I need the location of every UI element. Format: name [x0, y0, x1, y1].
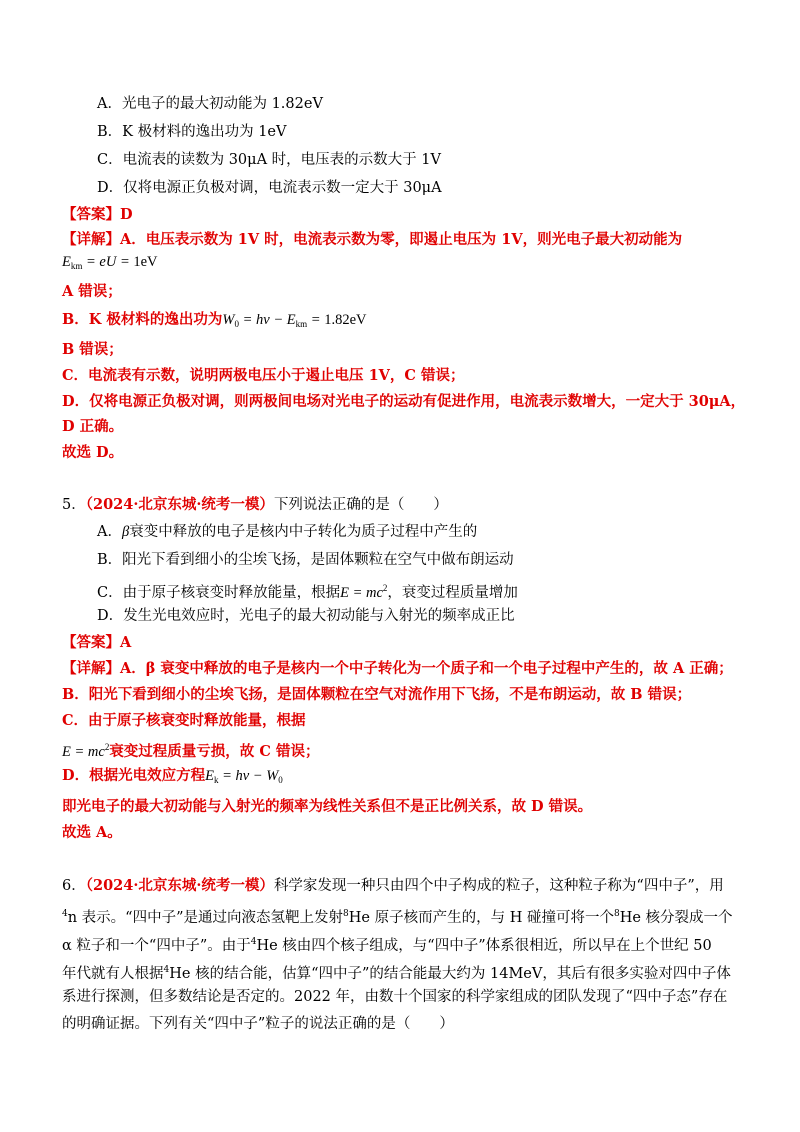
q6-sup-8b: 8 — [613, 909, 620, 919]
q5-option-a — [97, 522, 477, 542]
q5-option-d: D．发生光电效应时，光电子的最大初动能与入射光的频率成正比 — [97, 608, 515, 624]
q6-line1-text: 科学家发现一种只由四个中子构成的粒子，这种粒子称为“四中子”，用 — [273, 878, 724, 894]
q5-detail-text-5: D．根据光电效应方程 — [62, 767, 206, 784]
q4-option-c: C．电流表的读数为 30μA 时，电压表的示数大于 1V — [97, 152, 441, 168]
q6-line2 — [62, 904, 733, 928]
q5-detail-line6: 即光电子的最大初动能与入射光的频率为线性关系但不是正比例关系，故 D 错误。 — [62, 798, 593, 815]
q4-option-b: B．K 极材料的逸出功为 1eV — [97, 124, 287, 140]
q5-detail-line4 — [62, 737, 319, 762]
q4-detail-line5: C．电流表有示数，说明两极电压小于遏止电压 1V，C 错误； — [62, 367, 465, 384]
q5-option-c — [97, 578, 518, 603]
q4-answer-label: 【答案】 — [62, 206, 120, 223]
q4-detail-text-1: A．电压表示数为 1V 时，电流表示数为零，即遏止电压为 1V，则光电子最大初动能为 — [120, 231, 683, 248]
q4-detail-line6: D．仅将电源正负极对调，则两极间电场对光电子的运动有促进作用，电流表示数增大，一定大于 30μA， — [62, 393, 746, 410]
q6-line3-a: α 粒子和一个“四中子”。由于 — [62, 938, 251, 954]
q5-source: （2024·北京东城·统考一模） — [85, 496, 274, 513]
q4-eq-ekm: $E_{km}$ = eU = 1eV — [62, 254, 158, 271]
q4-detail-label: 【详解】 — [62, 231, 120, 248]
q6-line4-a: 年代就有人根据 — [62, 966, 164, 982]
q5-detail-line3: C．由于原子核衰变时释放能量，根据 — [62, 712, 306, 729]
q6-line2-a: n 表示。“四中子”是通过向液态氢靶上发射 — [67, 910, 344, 926]
q5-option-c-eq: $E = mc^2$ — [340, 583, 388, 601]
q5-detail-line5 — [62, 766, 283, 790]
q6-line3 — [62, 932, 712, 956]
q4-detail-line7: D 正确。 — [62, 418, 124, 435]
q4-option-a: A．光电子的最大初动能为 1.82eV — [97, 96, 323, 112]
q5-option-a-text: 衰变中释放的电子是核内中子转化为质子过程中产生的 — [129, 524, 478, 540]
q4-equation-ekm — [62, 252, 158, 276]
q4-detail-line2: A 错误； — [62, 283, 122, 300]
q5-answer-label: 【答案】 — [62, 634, 120, 651]
q4-detail-line8: 故选 D。 — [62, 444, 124, 461]
q5-stem-text: 下列说法正确的是（ ） — [273, 497, 448, 513]
q5-detail-eq-photoelectric: $E_k = h\nu - W_0$ — [205, 768, 283, 785]
q5-detail-text-4: 衰变过程质量亏损，故 C 错误； — [109, 743, 320, 760]
q6-sup-4c: 4 — [163, 965, 170, 975]
q6-number: 6． — [62, 878, 86, 894]
q5-detail-line7: 故选 A。 — [62, 824, 122, 841]
q4-answer-value: D — [120, 206, 133, 223]
q4-detail-line4: B 错误； — [62, 341, 123, 358]
q5-detail-line1 — [62, 659, 733, 679]
q4-answer — [62, 205, 133, 225]
q6-line4 — [62, 960, 731, 984]
q6-source: （2024·北京东城·统考一模） — [85, 877, 274, 894]
q6-line2-c: He 核分裂成一个 — [619, 910, 733, 926]
q4-eq-work-function: $W_0 = h\nu - E_{km} = 1.82eV$ — [222, 312, 367, 329]
q5-detail-text-1: A．β 衰变中释放的电子是核内一个中子转化为一个质子和一个电子过程中产生的，故 A 正确； — [120, 660, 733, 677]
q6-line3-b: He 核由四个核子组成，与“四中子”体系很相近，所以早在上个世纪 50 — [256, 938, 712, 954]
q5-option-a-prefix: A． — [97, 524, 122, 540]
q6-sup-8a: 8 — [343, 909, 349, 919]
q5-answer — [62, 633, 131, 653]
q4-option-d: D．仅将电源正负极对调，电流表示数一定大于 30μA — [97, 180, 442, 196]
q5-option-c-text: ，衰变过程质量增加 — [387, 585, 518, 601]
q4-detail-line3 — [62, 310, 366, 334]
q5-stem — [62, 495, 448, 515]
q5-detail-line2: B．阳光下看到细小的尘埃飞扬，是固体颗粒在空气对流作用下飞扬，不是布朗运动，故 B 错误； — [62, 686, 692, 703]
q5-option-b: B．阳光下看到细小的尘埃飞扬，是固体颗粒在空气中做布朗运动 — [97, 552, 514, 568]
q5-detail-label: 【详解】 — [62, 660, 120, 677]
q5-detail-eq-mass: $E = mc^2$ — [62, 742, 110, 760]
q5-option-c-prefix: C．由于原子核衰变时释放能量，根据 — [97, 585, 341, 601]
q6-sup-4b: 4 — [250, 937, 257, 947]
q6-line5: 系进行探测，但多数结论是否定的。2022 年，由数十个国家的科学家组成的团队发现了“四中子态”存在 — [62, 989, 728, 1005]
q4-detail-text-3: B．K 极材料的逸出功为 — [62, 311, 223, 328]
q4-detail-line1 — [62, 230, 682, 250]
q5-option-a-beta: β — [121, 524, 130, 540]
q6-line1 — [62, 876, 724, 896]
q6-line4-b: He 核的结合能，估算“四中子”的结合能最大约为 14MeV，其后有很多实验对四中子体 — [169, 966, 731, 982]
q6-line6: 的明确证据。下列有关“四中子”粒子的说法正确的是（ ） — [62, 1016, 454, 1032]
q6-sup-4a: 4 — [62, 909, 68, 919]
q5-number: 5． — [62, 497, 86, 513]
q6-line2-b: He 原子核而产生的，与 H 碰撞可将一个 — [348, 910, 614, 926]
q5-answer-value: A — [120, 634, 132, 651]
